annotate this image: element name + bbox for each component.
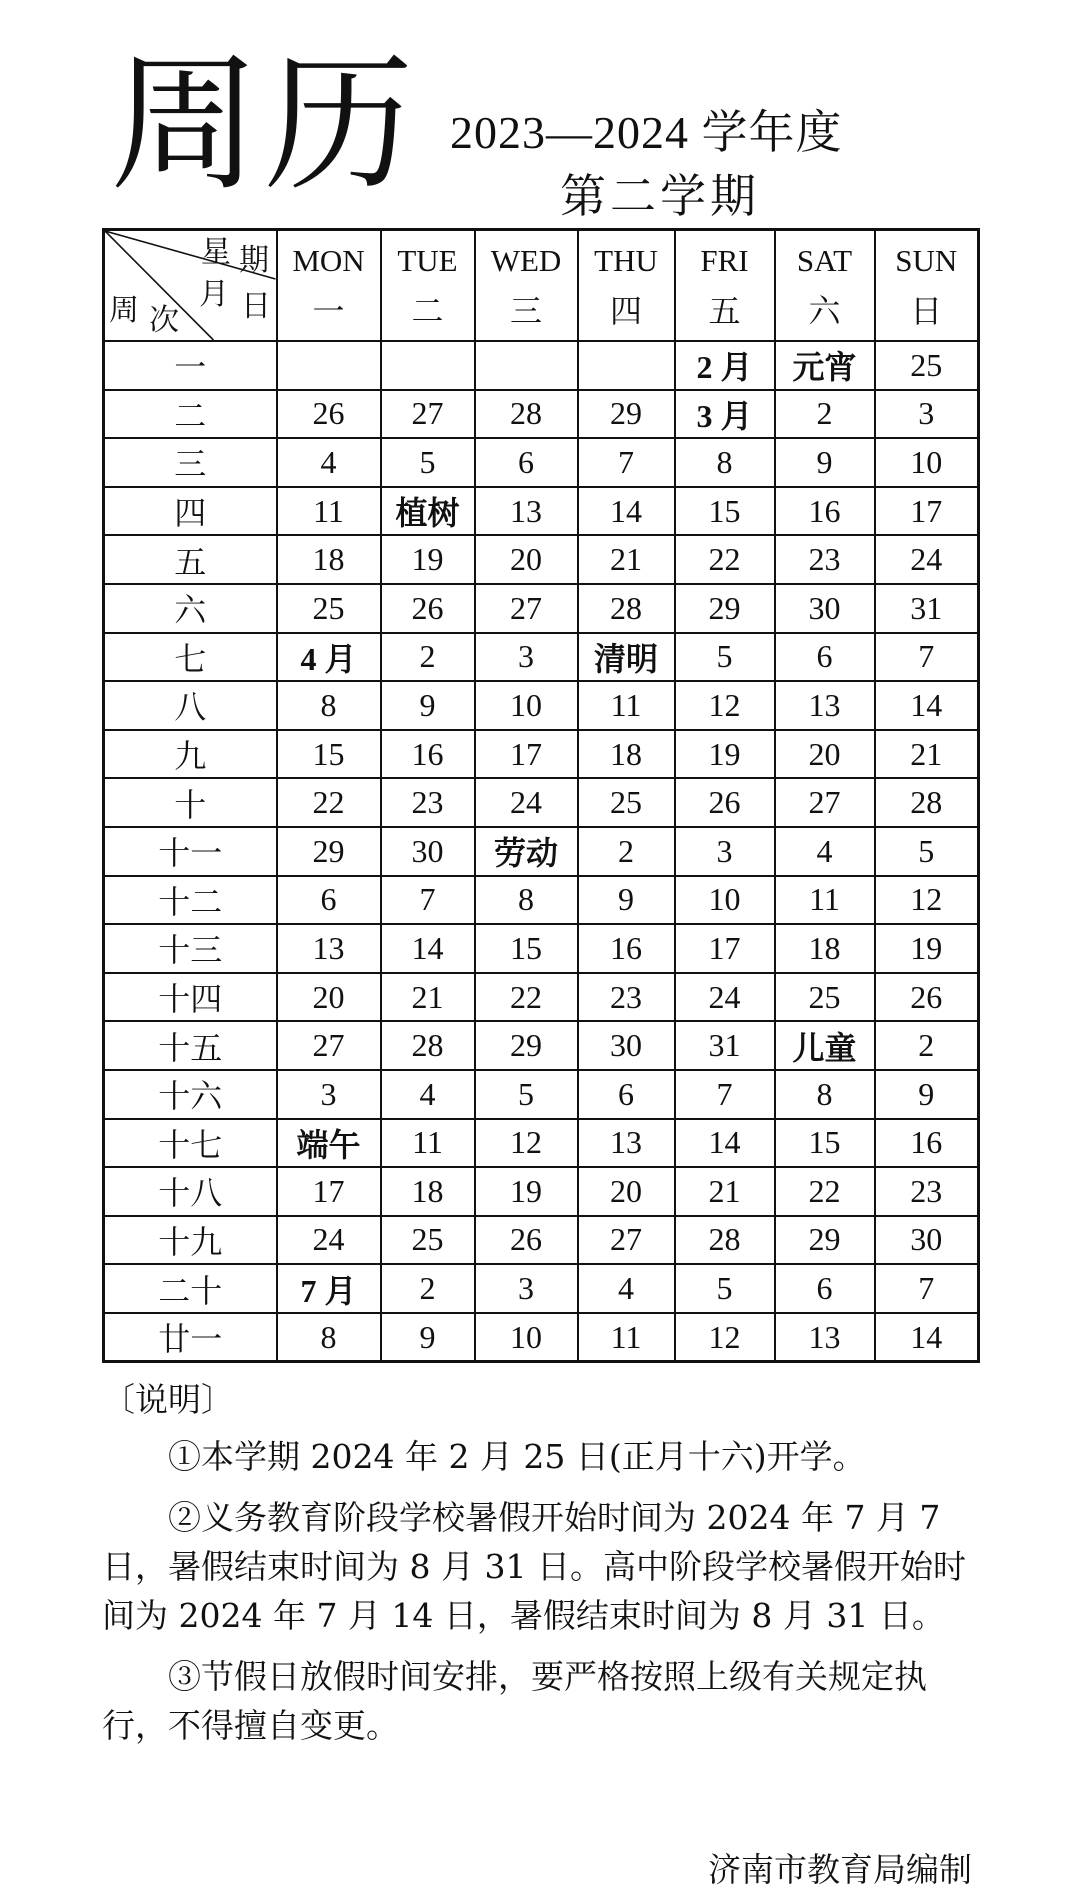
day-cell-highlight: 3 月: [675, 390, 775, 439]
day-cell: 23: [775, 535, 875, 584]
page-title: 周历: [110, 38, 419, 212]
day-cell-highlight: 植树: [381, 487, 475, 536]
day-cell: 14: [675, 1119, 775, 1168]
day-cell: 14: [381, 924, 475, 973]
day-cell-highlight: 端午: [277, 1119, 381, 1168]
day-cell: 14: [875, 1313, 979, 1362]
day-cell: 18: [277, 535, 381, 584]
week-number-cell: 六: [104, 584, 277, 633]
day-cell: 30: [775, 584, 875, 633]
day-cell: 23: [381, 778, 475, 827]
header-row: [104, 230, 979, 342]
corner-star-label: 星: [201, 235, 231, 270]
day-cell: [277, 341, 381, 390]
day-cell: 8: [475, 876, 578, 925]
week-row: [104, 438, 979, 487]
day-cell: 13: [475, 487, 578, 536]
week-row: [104, 487, 979, 536]
day-cell: 10: [475, 681, 578, 730]
day-cell: 9: [875, 1070, 979, 1119]
day-cell: 28: [475, 390, 578, 439]
issuer-footer: 济南市教育局编制: [708, 1850, 972, 1889]
day-cell: 7: [578, 438, 675, 487]
day-cell: 31: [875, 584, 979, 633]
day-cell: 2: [875, 1021, 979, 1070]
day-cell: 17: [875, 487, 979, 536]
day-cell: 14: [578, 487, 675, 536]
day-cell: 6: [277, 876, 381, 925]
week-row: [104, 1119, 979, 1168]
week-number-cell: 十四: [104, 973, 277, 1022]
weekday-en-label: TUE: [397, 242, 458, 278]
day-cell: 18: [578, 730, 675, 779]
day-cell: 10: [675, 876, 775, 925]
week-row: [104, 681, 979, 730]
day-cell: 28: [675, 1216, 775, 1265]
day-cell: 6: [775, 633, 875, 682]
day-cell: 26: [875, 973, 979, 1022]
week-number-cell: 十七: [104, 1119, 277, 1168]
week-number-cell: 四: [104, 487, 277, 536]
day-cell: 7: [875, 1264, 979, 1313]
week-number-cell: 十二: [104, 876, 277, 925]
day-cell: 4: [277, 438, 381, 487]
week-number-cell: 十八: [104, 1167, 277, 1216]
day-cell-highlight: 劳动: [475, 827, 578, 876]
weekday-cn-label: 五: [708, 291, 741, 330]
day-cell: 23: [578, 973, 675, 1022]
note-item-1: ①本学期 2024 年 2 月 25 日(正月十六)开学。: [168, 1437, 866, 1476]
day-cell: 4: [381, 1070, 475, 1119]
day-cell: 5: [475, 1070, 578, 1119]
weekday-en-label: SUN: [895, 242, 958, 278]
week-row: [104, 730, 979, 779]
day-cell: 8: [775, 1070, 875, 1119]
week-number-cell: 八: [104, 681, 277, 730]
corner-week-label: 周: [109, 293, 139, 328]
day-cell: 14: [875, 681, 979, 730]
day-cell: 7: [381, 876, 475, 925]
day-cell: 12: [675, 681, 775, 730]
day-cell: 27: [578, 1216, 675, 1265]
day-cell: 26: [277, 390, 381, 439]
week-calendar-table: [102, 228, 980, 1363]
day-cell: 19: [875, 924, 979, 973]
day-cell: 20: [775, 730, 875, 779]
day-cell: 31: [675, 1021, 775, 1070]
day-cell: 17: [675, 924, 775, 973]
day-cell: 24: [875, 535, 979, 584]
day-cell: 22: [475, 973, 578, 1022]
week-row: [104, 1216, 979, 1265]
day-cell: 3: [277, 1070, 381, 1119]
weekday-header-mon: [277, 230, 381, 342]
day-cell-highlight: 2 月: [675, 341, 775, 390]
day-cell-highlight: 元宵: [775, 341, 875, 390]
weekday-cn-label: 一: [312, 291, 345, 330]
corner-month-label: 月: [199, 277, 229, 312]
week-number-cell: 十: [104, 778, 277, 827]
weekday-header-thu: [578, 230, 675, 342]
week-row: [104, 390, 979, 439]
week-row: [104, 1070, 979, 1119]
day-cell: 2: [381, 633, 475, 682]
week-row: [104, 924, 979, 973]
day-cell-highlight: 4 月: [277, 633, 381, 682]
day-cell: 4: [578, 1264, 675, 1313]
week-row: [104, 1313, 979, 1362]
day-cell: 10: [875, 438, 979, 487]
day-cell: [381, 341, 475, 390]
day-cell: 18: [775, 924, 875, 973]
day-cell: 11: [381, 1119, 475, 1168]
corner-cell: [104, 230, 277, 342]
corner-day-label: 日: [241, 289, 271, 324]
week-number-cell: 二十: [104, 1264, 277, 1313]
term-label: 第二学期: [560, 169, 760, 223]
weekday-cn-label: 六: [808, 291, 841, 330]
day-cell: 28: [578, 584, 675, 633]
academic-year: 2023—2024 学年度: [450, 107, 843, 158]
note-item-2: ②义务教育阶段学校暑假开始时间为 2024 年 7 月 7 日，暑假结束时间为 8 月 31 日。高中阶段学校暑假开始时间为 2024 年 7 月 14 日，暑假结束时间为 8 月 31 日。: [102, 1498, 966, 1635]
day-cell: 25: [578, 778, 675, 827]
day-cell: [475, 341, 578, 390]
day-cell: 29: [578, 390, 675, 439]
day-cell: 2: [578, 827, 675, 876]
day-cell: 11: [775, 876, 875, 925]
day-cell: 24: [475, 778, 578, 827]
day-cell: 21: [381, 973, 475, 1022]
week-number-cell: 二: [104, 390, 277, 439]
day-cell: 20: [578, 1167, 675, 1216]
day-cell: 15: [277, 730, 381, 779]
day-cell: 22: [675, 535, 775, 584]
week-number-cell: 十三: [104, 924, 277, 973]
day-cell: 21: [578, 535, 675, 584]
day-cell: 30: [875, 1216, 979, 1265]
day-cell: 4: [775, 827, 875, 876]
week-row: [104, 535, 979, 584]
day-cell: 25: [875, 341, 979, 390]
day-cell: 3: [875, 390, 979, 439]
day-cell: 11: [578, 1313, 675, 1362]
notes-heading: 〔说明〕: [102, 1380, 234, 1419]
day-cell: 9: [775, 438, 875, 487]
day-cell: 20: [475, 535, 578, 584]
day-cell: 17: [277, 1167, 381, 1216]
day-cell: 18: [381, 1167, 475, 1216]
day-cell: 24: [277, 1216, 381, 1265]
week-number-cell: 十六: [104, 1070, 277, 1119]
weekday-header-sun: [875, 230, 979, 342]
weekday-en-label: FRI: [700, 242, 749, 278]
day-cell: 16: [775, 487, 875, 536]
day-cell: 15: [775, 1119, 875, 1168]
day-cell: 21: [675, 1167, 775, 1216]
day-cell: 13: [775, 681, 875, 730]
week-number-cell: 五: [104, 535, 277, 584]
week-number-cell: 三: [104, 438, 277, 487]
weekday-en-label: THU: [594, 242, 658, 278]
day-cell: 19: [475, 1167, 578, 1216]
day-cell: 2: [381, 1264, 475, 1313]
day-cell: 24: [675, 973, 775, 1022]
day-cell: 8: [675, 438, 775, 487]
week-row: [104, 633, 979, 682]
day-cell: 3: [475, 633, 578, 682]
day-cell: 9: [578, 876, 675, 925]
day-cell: 6: [475, 438, 578, 487]
day-cell-highlight: 儿童: [775, 1021, 875, 1070]
day-cell: 5: [381, 438, 475, 487]
day-cell: 30: [381, 827, 475, 876]
day-cell: 22: [775, 1167, 875, 1216]
corner-order-label: 次: [149, 303, 179, 338]
week-row: [104, 1264, 979, 1313]
day-cell: 15: [675, 487, 775, 536]
weekday-header-sat: [775, 230, 875, 342]
week-row: [104, 778, 979, 827]
day-cell: 29: [675, 584, 775, 633]
day-cell: 9: [381, 1313, 475, 1362]
day-cell: 3: [675, 827, 775, 876]
corner-period-label: 期: [239, 243, 269, 278]
day-cell: 21: [875, 730, 979, 779]
week-row: [104, 827, 979, 876]
day-cell: 22: [277, 778, 381, 827]
day-cell: 16: [381, 730, 475, 779]
day-cell-highlight: 7 月: [277, 1264, 381, 1313]
week-number-cell: 十九: [104, 1216, 277, 1265]
week-number-cell: 廿一: [104, 1313, 277, 1362]
day-cell: 26: [675, 778, 775, 827]
week-row: [104, 341, 979, 390]
day-cell: 27: [475, 584, 578, 633]
day-cell: 25: [775, 973, 875, 1022]
day-cell: 12: [875, 876, 979, 925]
week-number-cell: 十五: [104, 1021, 277, 1070]
day-cell: 11: [277, 487, 381, 536]
day-cell: 27: [277, 1021, 381, 1070]
day-cell: 23: [875, 1167, 979, 1216]
day-cell: 12: [675, 1313, 775, 1362]
day-cell: 28: [381, 1021, 475, 1070]
weekday-en-label: WED: [490, 242, 562, 278]
day-cell: 11: [578, 681, 675, 730]
day-cell: 29: [277, 827, 381, 876]
day-cell: 16: [875, 1119, 979, 1168]
week-number-cell: 一: [104, 341, 277, 390]
weekday-header-tue: [381, 230, 475, 342]
weekday-cn-label: 二: [411, 291, 444, 330]
day-cell: 2: [775, 390, 875, 439]
weekday-en-label: SAT: [796, 242, 853, 278]
day-cell: 8: [277, 1313, 381, 1362]
day-cell: 13: [578, 1119, 675, 1168]
notes-section: [102, 1375, 982, 1762]
week-row: [104, 876, 979, 925]
day-cell: 26: [381, 584, 475, 633]
day-cell: 20: [277, 973, 381, 1022]
day-cell: 9: [381, 681, 475, 730]
day-cell: 25: [381, 1216, 475, 1265]
day-cell: 13: [775, 1313, 875, 1362]
day-cell: 27: [381, 390, 475, 439]
day-cell: 10: [475, 1313, 578, 1362]
day-cell: 3: [475, 1264, 578, 1313]
day-cell: 29: [775, 1216, 875, 1265]
day-cell: 5: [675, 633, 775, 682]
day-cell: 29: [475, 1021, 578, 1070]
day-cell: 6: [775, 1264, 875, 1313]
weekday-header-fri: [675, 230, 775, 342]
week-row: [104, 1167, 979, 1216]
day-cell: 12: [475, 1119, 578, 1168]
day-cell: 5: [875, 827, 979, 876]
day-cell: 5: [675, 1264, 775, 1313]
weekday-en-label: MON: [292, 242, 365, 278]
day-cell: 6: [578, 1070, 675, 1119]
day-cell: [578, 341, 675, 390]
week-number-cell: 七: [104, 633, 277, 682]
day-cell: 30: [578, 1021, 675, 1070]
week-number-cell: 九: [104, 730, 277, 779]
week-row: [104, 973, 979, 1022]
day-cell: 27: [775, 778, 875, 827]
day-cell: 19: [675, 730, 775, 779]
day-cell: 26: [475, 1216, 578, 1265]
day-cell: 7: [875, 633, 979, 682]
day-cell: 8: [277, 681, 381, 730]
day-cell: 28: [875, 778, 979, 827]
weekday-cn-label: 三: [509, 291, 542, 330]
weekday-cn-label: 日: [910, 291, 943, 330]
week-number-cell: 十一: [104, 827, 277, 876]
day-cell: 7: [675, 1070, 775, 1119]
weekday-cn-label: 四: [609, 291, 642, 330]
day-cell: 13: [277, 924, 381, 973]
day-cell: 19: [381, 535, 475, 584]
week-row: [104, 584, 979, 633]
week-row: [104, 1021, 979, 1070]
day-cell: 16: [578, 924, 675, 973]
day-cell: 25: [277, 584, 381, 633]
weekday-header-wed: [475, 230, 578, 342]
note-item-3: ③节假日放假时间安排，要严格按照上级有关规定执行，不得擅自变更。: [102, 1657, 927, 1745]
day-cell: 15: [475, 924, 578, 973]
day-cell: 17: [475, 730, 578, 779]
day-cell-highlight: 清明: [578, 633, 675, 682]
